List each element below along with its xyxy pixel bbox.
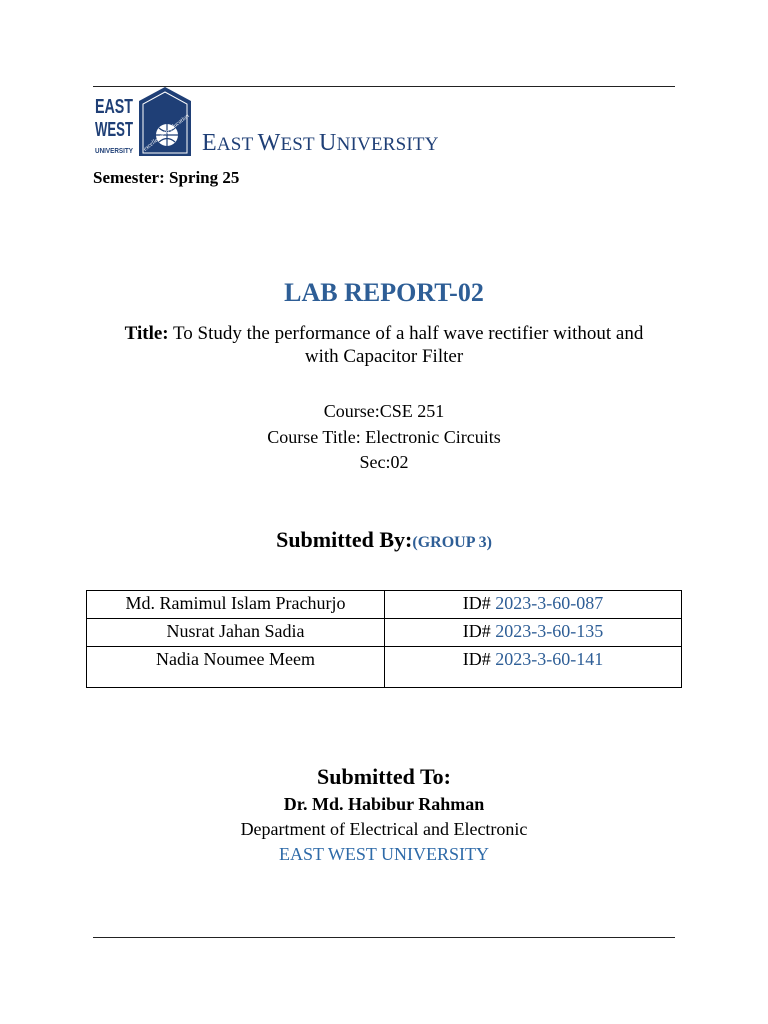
course-title: Course Title: Electronic Circuits xyxy=(267,427,501,447)
report-topic xyxy=(0,322,768,368)
report-title: LAB REPORT-02 xyxy=(284,278,484,307)
member-id-cell: ID# 2023-3-60-087 xyxy=(385,591,682,619)
member-id-cell: ID# 2023-3-60-141 xyxy=(385,647,682,688)
logo-mark-university: UNIVERSITY xyxy=(95,148,134,155)
member-id: 2023-3-60-141 xyxy=(495,649,604,669)
member-name: Nadia Noumee Meem xyxy=(87,647,385,688)
members-table xyxy=(86,590,682,688)
title-line-2: with Capacitor Filter xyxy=(304,346,464,367)
bottom-divider xyxy=(93,937,675,938)
course-code: Course:CSE 251 xyxy=(323,401,445,421)
university-logo xyxy=(95,87,455,157)
university-wordmark: EAST WEST UNIVERSITY xyxy=(202,130,439,156)
course-section: Sec:02 xyxy=(359,452,409,472)
logo-mark-east: EAST xyxy=(95,96,133,118)
university-name: EAST WEST UNIVERSITY xyxy=(278,844,489,864)
department-name: Department of Electrical and Electronic xyxy=(240,819,528,839)
group-label: (GROUP 3) xyxy=(412,534,492,551)
logo-motto: excellence in education xyxy=(142,113,191,153)
table-row xyxy=(87,647,682,688)
submitted-by-label: Submitted By: xyxy=(276,527,413,552)
submitted-to-heading: Submitted To: xyxy=(317,764,451,789)
semester-label: Semester: Spring 25 xyxy=(93,168,240,187)
university-emblem-icon xyxy=(95,87,195,157)
member-id-cell: ID# 2023-3-60-135 xyxy=(385,619,682,647)
member-name: Nusrat Jahan Sadia xyxy=(87,619,385,647)
table-row xyxy=(87,591,682,619)
title-line-1: To Study the performance of a half wave rectifier without and xyxy=(168,323,644,344)
member-name: Md. Ramimul Islam Prachurjo xyxy=(87,591,385,619)
member-id: 2023-3-60-087 xyxy=(495,593,604,613)
title-label: Title: xyxy=(124,323,169,344)
submitted-by-heading xyxy=(0,527,768,553)
member-id: 2023-3-60-135 xyxy=(495,621,604,641)
logo-mark-west: WEST xyxy=(95,119,133,141)
table-row xyxy=(87,619,682,647)
supervisor-name: Dr. Md. Habibur Rahman xyxy=(283,794,485,814)
